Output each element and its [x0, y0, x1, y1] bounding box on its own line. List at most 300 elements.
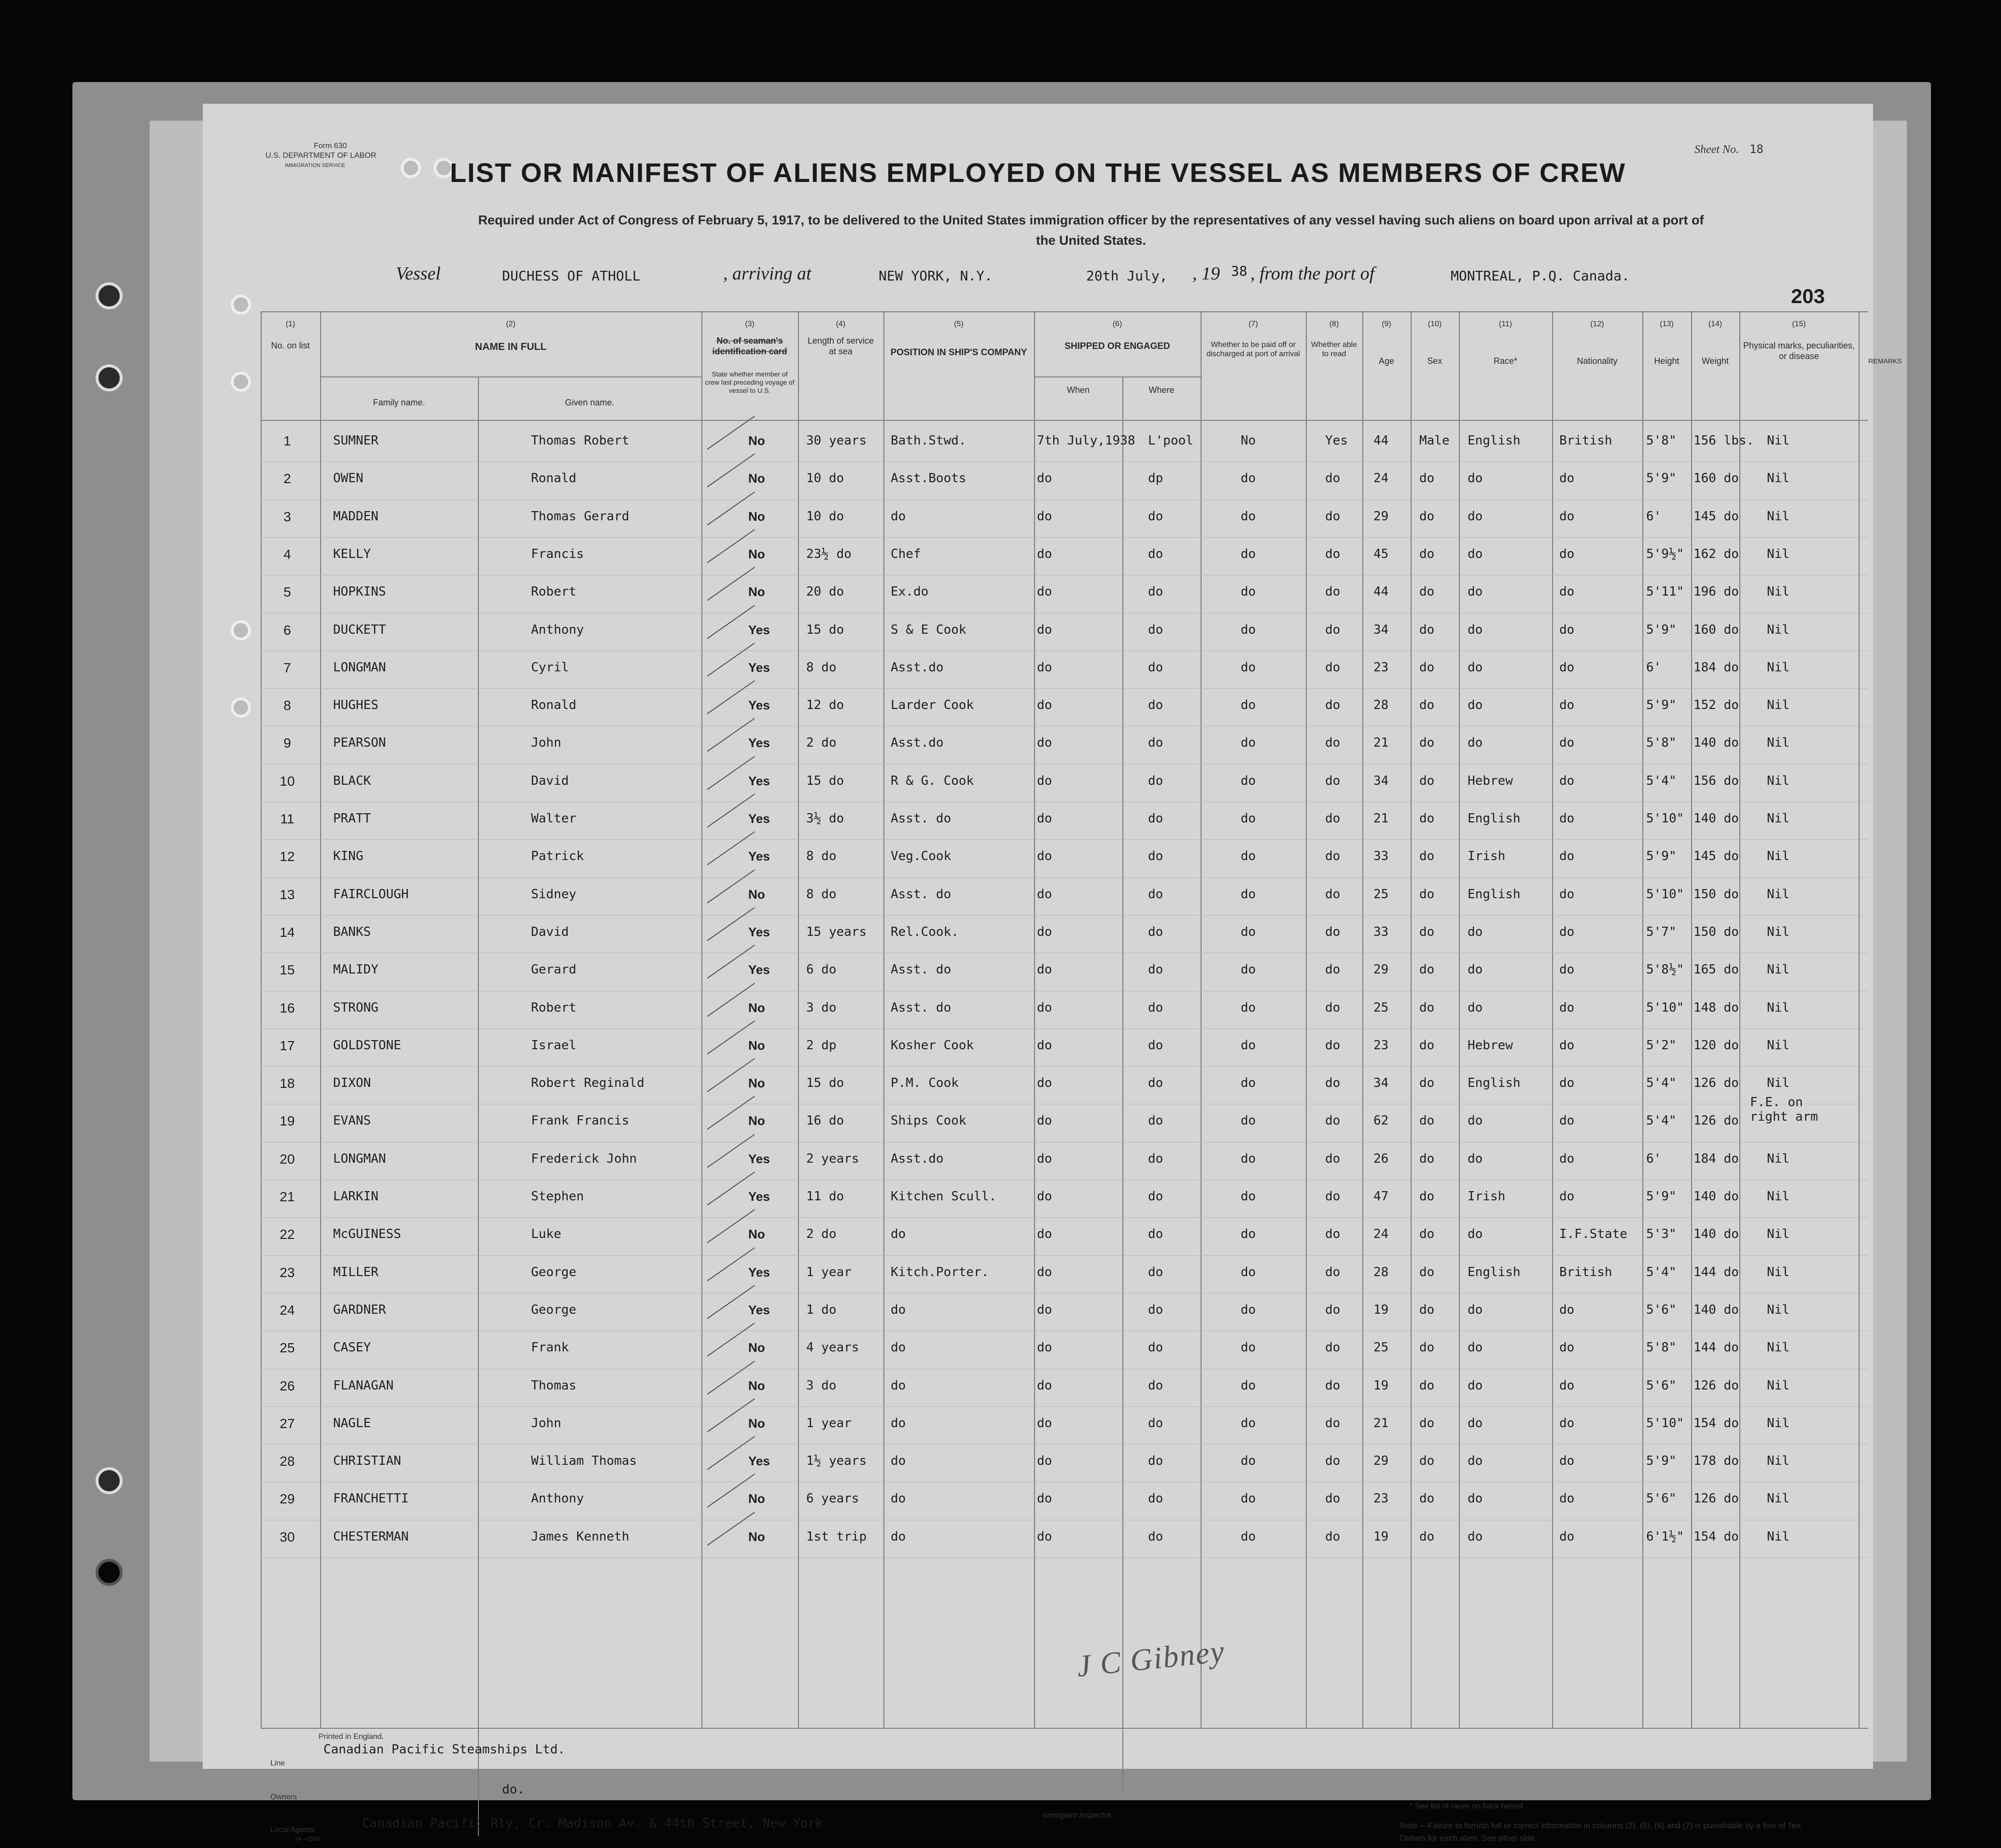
cell-race: do — [1468, 924, 1483, 939]
cell-paid: do — [1241, 1378, 1256, 1393]
cell-paid: No — [1241, 433, 1256, 448]
cell-age: 34 — [1373, 622, 1389, 637]
cell-nationality: do — [1559, 1076, 1575, 1091]
header-name-in-full: NAME IN FULL — [475, 341, 547, 352]
cell-race: English — [1468, 1076, 1521, 1091]
cell-service: 15 do — [806, 622, 844, 637]
cell-service: 8 do — [806, 660, 837, 675]
cell-service: 3 do — [806, 1378, 837, 1393]
cell-position: Ships Cook — [891, 1113, 966, 1128]
cell-height: 5'4" — [1646, 1264, 1677, 1279]
cell-family: FAIRCLOUGH — [333, 887, 409, 902]
cell-paid: do — [1241, 1151, 1256, 1166]
cell-position: Kitch.Porter. — [891, 1264, 989, 1279]
cell-when: do — [1037, 811, 1052, 826]
cell-nationality: do — [1559, 924, 1575, 939]
tick-mark — [707, 1020, 755, 1054]
cell-paid: do — [1241, 1454, 1256, 1469]
cell-weight: 162 do — [1693, 546, 1739, 561]
cell-race: do — [1468, 1227, 1483, 1242]
cell-given: Ronald — [531, 471, 576, 486]
cell-no: 11 — [280, 811, 294, 826]
cell-race: do — [1468, 1529, 1483, 1544]
header-where: Where — [1148, 385, 1175, 395]
cell-prev: No — [748, 1416, 765, 1431]
from-label: , from the port of — [1250, 264, 1375, 284]
header-nationality: Nationality — [1577, 356, 1618, 366]
cell-marks: Nil — [1767, 1038, 1790, 1053]
cell-marks: Nil — [1767, 660, 1790, 675]
cell-no: 7 — [283, 660, 291, 675]
cell-position: do — [891, 1378, 906, 1393]
cell-nationality: do — [1559, 471, 1575, 486]
cell-weight: 156 lbs. — [1693, 433, 1754, 448]
cell-age: 34 — [1373, 773, 1389, 788]
cell-weight: 144 do — [1693, 1264, 1739, 1279]
cell-no: 10 — [280, 773, 295, 789]
tick-mark — [707, 1512, 755, 1545]
tick-mark — [707, 1209, 755, 1243]
line-label: Line — [270, 1759, 285, 1767]
cell-no: 18 — [280, 1076, 295, 1091]
cell-sex: do — [1419, 1302, 1435, 1317]
cell-paid: do — [1241, 887, 1256, 902]
cell-no: 28 — [280, 1454, 295, 1469]
cell-height: 5'8" — [1646, 1340, 1677, 1355]
cell-marks: Nil — [1767, 1454, 1790, 1469]
cell-height: 5'8" — [1646, 736, 1677, 750]
header-sex: Sex — [1427, 356, 1442, 366]
cell-marks: Nil — [1767, 1416, 1790, 1431]
service-name: IMMIGRATION SERVICE — [285, 163, 345, 168]
cell-service: 1 do — [806, 1302, 837, 1317]
tick-mark — [707, 1323, 755, 1357]
cell-paid: do — [1241, 622, 1256, 637]
cell-prev: No — [748, 584, 765, 599]
cell-marks: Nil — [1767, 1529, 1790, 1544]
cell-nationality: do — [1559, 622, 1575, 637]
cell-when: do — [1037, 1454, 1052, 1469]
cell-height: 6' — [1646, 509, 1662, 524]
cell-family: FLANAGAN — [333, 1378, 394, 1393]
cell-given: Robert — [531, 1000, 576, 1015]
cell-no: 26 — [280, 1378, 295, 1393]
header-shipped: SHIPPED OR ENGAGED — [1064, 341, 1170, 351]
cell-height: 5'8½" — [1646, 962, 1684, 977]
cell-marks: Nil — [1767, 1491, 1790, 1506]
cell-race: Irish — [1468, 1189, 1506, 1204]
cell-paid: do — [1241, 962, 1256, 977]
cell-prev: No — [748, 433, 765, 448]
cell-when: do — [1037, 1227, 1052, 1242]
cell-age: 21 — [1373, 736, 1389, 750]
header-id-card: No. of seaman's identification card — [712, 336, 787, 356]
cell-service: 8 do — [806, 887, 837, 902]
cell-given: William Thomas — [531, 1454, 637, 1469]
cell-prev: No — [748, 471, 765, 486]
cell-no: 23 — [280, 1264, 295, 1280]
header-no-on-list: No. on list — [271, 341, 310, 350]
cell-where: do — [1148, 1264, 1163, 1279]
cell-service: 10 do — [806, 509, 844, 524]
cell-sex: do — [1419, 1264, 1435, 1279]
cell-prev: Yes — [748, 811, 770, 826]
cell-nationality: do — [1559, 811, 1575, 826]
tick-mark — [707, 680, 755, 714]
cell-read: do — [1325, 1491, 1341, 1506]
cell-age: 24 — [1373, 471, 1389, 486]
cell-prev: No — [748, 1529, 765, 1544]
cell-race: do — [1468, 1302, 1483, 1317]
cell-position: do — [891, 1227, 906, 1242]
cell-no: 5 — [283, 584, 291, 600]
cell-race: do — [1468, 1378, 1483, 1393]
cell-age: 33 — [1373, 924, 1389, 939]
cell-nationality: British — [1559, 433, 1612, 448]
cell-position: do — [891, 1302, 906, 1317]
col-number: (9) — [1382, 320, 1391, 328]
cell-where: do — [1148, 546, 1163, 561]
cell-marks: Nil — [1767, 509, 1790, 524]
cell-paid: do — [1241, 924, 1256, 939]
cell-position: do — [891, 1491, 906, 1506]
cell-when: do — [1037, 509, 1052, 524]
cell-position: do — [891, 1340, 906, 1355]
cell-no: 29 — [280, 1491, 295, 1507]
page-subtitle: Required under Act of Congress of February 5, 1917, to be delivered to the United States immigration officer by the representatives of any vessel having such aliens on board upon arrival at a port of the United States. — [478, 213, 1704, 248]
cell-age: 25 — [1373, 887, 1389, 902]
cell-marks: Nil — [1767, 1189, 1790, 1204]
cell-no: 8 — [283, 698, 291, 713]
row-rule — [261, 1028, 1868, 1029]
year-prefix: , 19 — [1192, 264, 1220, 284]
tick-mark — [707, 1171, 755, 1205]
cell-position: Asst.do — [891, 1151, 944, 1166]
arrival-date: 20th July, — [1086, 268, 1168, 284]
cell-given: Frank Francis — [531, 1113, 630, 1128]
tick-mark — [707, 567, 755, 601]
cell-given: David — [531, 773, 569, 788]
cell-service: 4 years — [806, 1340, 859, 1355]
cell-height: 5'9" — [1646, 1189, 1677, 1204]
cell-when: do — [1037, 1378, 1052, 1393]
cell-read: do — [1325, 736, 1341, 750]
tick-mark — [707, 529, 755, 563]
cell-paid: do — [1241, 849, 1256, 864]
cell-nationality: do — [1559, 584, 1575, 599]
cell-weight: 126 do — [1693, 1113, 1739, 1128]
page-title: LIST OR MANIFEST OF ALIENS EMPLOYED ON THE VESSEL AS MEMBERS OF CREW — [449, 157, 1626, 188]
cell-when: do — [1037, 471, 1052, 486]
cell-age: 19 — [1373, 1529, 1389, 1544]
cell-race: do — [1468, 1416, 1483, 1431]
sheet-number-label — [1694, 142, 1763, 156]
cell-age: 28 — [1373, 1264, 1389, 1279]
cell-prev: Yes — [748, 924, 770, 939]
cell-nationality: do — [1559, 1302, 1575, 1317]
cell-sex: do — [1419, 1038, 1435, 1053]
cell-position: Asst. do — [891, 962, 952, 977]
cell-nationality: do — [1559, 849, 1575, 864]
sheet-number: 203 — [1791, 285, 1825, 307]
cell-weight: 140 do — [1693, 1227, 1739, 1242]
cell-when: do — [1037, 1000, 1052, 1015]
cell-nationality: do — [1559, 698, 1575, 713]
cell-no: 25 — [280, 1340, 295, 1356]
cell-age: 29 — [1373, 1454, 1389, 1469]
cell-when: do — [1037, 849, 1052, 864]
binder-hole — [96, 282, 123, 309]
inspector-signature: J C Gibney — [1075, 1634, 1227, 1683]
cell-paid: do — [1241, 811, 1256, 826]
cell-nationality: do — [1559, 773, 1575, 788]
cell-family: CHESTERMAN — [333, 1529, 409, 1544]
cell-weight: 150 do — [1693, 887, 1739, 902]
cell-where: do — [1148, 736, 1163, 750]
cell-read: do — [1325, 811, 1341, 826]
cell-family: GARDNER — [333, 1302, 386, 1317]
cell-height: 5'9" — [1646, 471, 1677, 486]
cell-position: Chef — [891, 546, 921, 561]
cell-nationality: do — [1559, 1113, 1575, 1128]
header-paid-off: Whether to be paid off or discharged at port of arrival — [1206, 341, 1300, 358]
cell-when: do — [1037, 1151, 1052, 1166]
binder-hole — [96, 1467, 123, 1494]
cell-family: LONGMAN — [333, 1151, 386, 1166]
cell-service: 2 do — [806, 736, 837, 750]
cell-no: 17 — [280, 1038, 295, 1053]
cell-race: do — [1468, 1454, 1483, 1469]
cell-height: 6' — [1646, 660, 1662, 675]
cell-when: do — [1037, 924, 1052, 939]
cell-paid: do — [1241, 736, 1256, 750]
cell-where: dp — [1148, 471, 1163, 486]
cell-height: 6' — [1646, 1151, 1662, 1166]
tick-mark — [707, 642, 755, 676]
cell-where: do — [1148, 924, 1163, 939]
cell-given: Anthony — [531, 622, 584, 637]
cell-age: 24 — [1373, 1227, 1389, 1242]
cell-weight: 120 do — [1693, 1038, 1739, 1053]
cell-prev: No — [748, 1000, 765, 1015]
cell-given: Ronald — [531, 698, 576, 713]
cell-where: do — [1148, 1491, 1163, 1506]
cell-race: do — [1468, 736, 1483, 750]
cell-paid: do — [1241, 1302, 1256, 1317]
cell-weight: 152 do — [1693, 698, 1739, 713]
cell-where: do — [1148, 1000, 1163, 1015]
cell-service: 11 do — [806, 1189, 844, 1204]
cell-height: 5'9" — [1646, 1454, 1677, 1469]
header-given-name: Given name. — [565, 398, 615, 407]
cell-age: 25 — [1373, 1340, 1389, 1355]
cell-height: 5'7" — [1646, 924, 1677, 939]
cell-sex: do — [1419, 773, 1435, 788]
cell-no: 14 — [280, 924, 295, 940]
cell-position: do — [891, 509, 906, 524]
cell-paid: do — [1241, 1491, 1256, 1506]
cell-weight: 154 do — [1693, 1529, 1739, 1544]
cell-paid: do — [1241, 471, 1256, 486]
cell-no: 12 — [280, 849, 295, 864]
cell-given: Thomas Robert — [531, 433, 630, 448]
cell-where: do — [1148, 1302, 1163, 1317]
cell-no: 15 — [280, 962, 295, 978]
penalty-note: Note.—Failure to furnish full or correct information in columns (2), (5), (6) and (7) is punishable by a fine of Ten Dollars for each alien. See other side. — [1400, 1821, 1801, 1843]
cell-read: do — [1325, 1264, 1341, 1279]
cell-weight: 126 do — [1693, 1378, 1739, 1393]
cell-position: Rel.Cook. — [891, 924, 959, 939]
sheet-label: Sheet No. — [1694, 143, 1739, 156]
cell-prev: Yes — [748, 962, 770, 977]
cell-service: 20 do — [806, 584, 844, 599]
cell-race: English — [1468, 887, 1521, 902]
cell-read: do — [1325, 1302, 1341, 1317]
cell-position: S & E Cook — [891, 622, 966, 637]
cell-family: MALIDY — [333, 962, 378, 977]
cell-paid: do — [1241, 1076, 1256, 1091]
cell-read: do — [1325, 1227, 1341, 1242]
cell-height: 5'6" — [1646, 1491, 1677, 1506]
tick-mark — [707, 1361, 755, 1394]
cell-age: 28 — [1373, 698, 1389, 713]
cell-read: do — [1325, 887, 1341, 902]
cell-when: do — [1037, 1491, 1052, 1506]
cell-paid: do — [1241, 1227, 1256, 1242]
cell-when: do — [1037, 698, 1052, 713]
cell-given: James Kenneth — [531, 1529, 630, 1544]
cell-height: 5'9" — [1646, 622, 1677, 637]
cell-age: 23 — [1373, 1038, 1389, 1053]
cell-where: do — [1148, 509, 1163, 524]
cell-sex: do — [1419, 1076, 1435, 1091]
cell-when: 7th July,1938 — [1037, 433, 1135, 448]
cell-race: English — [1468, 433, 1521, 448]
cell-marks: Nil — [1767, 698, 1790, 713]
cell-nationality: do — [1559, 546, 1575, 561]
cell-race: Hebrew — [1468, 773, 1513, 788]
cell-where: do — [1148, 1340, 1163, 1355]
cell-weight: 145 do — [1693, 509, 1739, 524]
binder-hole — [96, 1559, 123, 1586]
cell-no: 3 — [283, 509, 291, 524]
tick-mark — [707, 454, 755, 487]
cell-race: do — [1468, 622, 1483, 637]
cell-read: do — [1325, 471, 1341, 486]
cell-race: do — [1468, 660, 1483, 675]
cell-paid: do — [1241, 1340, 1256, 1355]
cell-height: 5'10" — [1646, 1416, 1684, 1431]
tick-mark — [707, 491, 755, 525]
cell-age: 26 — [1373, 1151, 1389, 1166]
cell-when: do — [1037, 736, 1052, 750]
cell-sex: do — [1419, 736, 1435, 750]
cell-read: do — [1325, 1529, 1341, 1544]
cell-where: do — [1148, 1189, 1163, 1204]
cell-sex: do — [1419, 962, 1435, 977]
cell-paid: do — [1241, 1529, 1256, 1544]
cell-nationality: do — [1559, 887, 1575, 902]
cell-nationality: do — [1559, 1491, 1575, 1506]
cell-when: do — [1037, 1113, 1052, 1128]
cell-height: 6'1½" — [1646, 1529, 1684, 1544]
cell-sex: do — [1419, 811, 1435, 826]
cell-when: do — [1037, 1189, 1052, 1204]
arrival-year: 38 — [1231, 263, 1247, 279]
cell-family: SUMNER — [333, 433, 378, 448]
line-value: Canadian Pacific Steamships Ltd. — [323, 1742, 565, 1757]
cell-read: do — [1325, 509, 1341, 524]
cell-family: GOLDSTONE — [333, 1038, 401, 1053]
cell-prev: Yes — [748, 660, 770, 675]
cell-height: 5'4" — [1646, 773, 1677, 788]
cell-sex: do — [1419, 1113, 1435, 1128]
cell-when: do — [1037, 660, 1052, 675]
cell-no: 6 — [283, 622, 291, 638]
cell-position: Ex.do — [891, 584, 929, 599]
cell-weight: 148 do — [1693, 1000, 1739, 1015]
cell-marks: Nil — [1767, 773, 1790, 788]
cell-given: Robert — [531, 584, 576, 599]
header-previous-voyage: State whether member of crew last preceding voyage of vessel to U.S. — [705, 370, 795, 394]
cell-marks: Nil — [1767, 962, 1790, 977]
cell-given: Frank — [531, 1340, 569, 1355]
cell-height: 5'9" — [1646, 698, 1677, 713]
cell-race: do — [1468, 1000, 1483, 1015]
vessel-name: DUCHESS OF ATHOLL — [502, 268, 641, 284]
cell-position: Kitchen Scull. — [891, 1189, 997, 1204]
binder-hole — [231, 294, 251, 315]
tick-mark — [707, 945, 755, 979]
cell-read: do — [1325, 584, 1341, 599]
cell-service: 2 do — [806, 1227, 837, 1242]
col-number: (1) — [285, 320, 295, 328]
cell-when: do — [1037, 1340, 1052, 1355]
cell-age: 47 — [1373, 1189, 1389, 1204]
cell-age: 25 — [1373, 1000, 1389, 1015]
cell-where: do — [1148, 1416, 1163, 1431]
cell-no: 19 — [280, 1113, 295, 1129]
cell-sex: do — [1419, 1340, 1435, 1355]
cell-height: 5'10" — [1646, 811, 1684, 826]
cell-no: 1 — [283, 433, 291, 448]
cell-sex: do — [1419, 660, 1435, 675]
cell-sex: do — [1419, 1000, 1435, 1015]
header-height: Height — [1654, 356, 1679, 366]
cell-prev: Yes — [748, 1454, 770, 1469]
cell-given: Gerard — [531, 962, 576, 977]
row-rule — [261, 1444, 1868, 1445]
cell-nationality: do — [1559, 660, 1575, 675]
cell-service: 2 dp — [806, 1038, 837, 1053]
cell-no: 13 — [280, 887, 295, 902]
cell-weight: 140 do — [1693, 1189, 1739, 1204]
cell-given: Robert Reginald — [531, 1076, 644, 1091]
cell-where: do — [1148, 1378, 1163, 1393]
cell-when: do — [1037, 1529, 1052, 1544]
cell-where: do — [1148, 1529, 1163, 1544]
cell-age: 45 — [1373, 546, 1389, 561]
header-physical-marks: Physical marks, peculiarities, or disease — [1743, 341, 1855, 361]
cell-read: do — [1325, 1038, 1341, 1053]
cell-marks: Nil — [1767, 1340, 1790, 1355]
cell-age: 23 — [1373, 660, 1389, 675]
cell-read: do — [1325, 773, 1341, 788]
cell-when: do — [1037, 773, 1052, 788]
cell-race: do — [1468, 1491, 1483, 1506]
cell-prev: No — [748, 887, 765, 902]
cell-given: Sidney — [531, 887, 576, 902]
